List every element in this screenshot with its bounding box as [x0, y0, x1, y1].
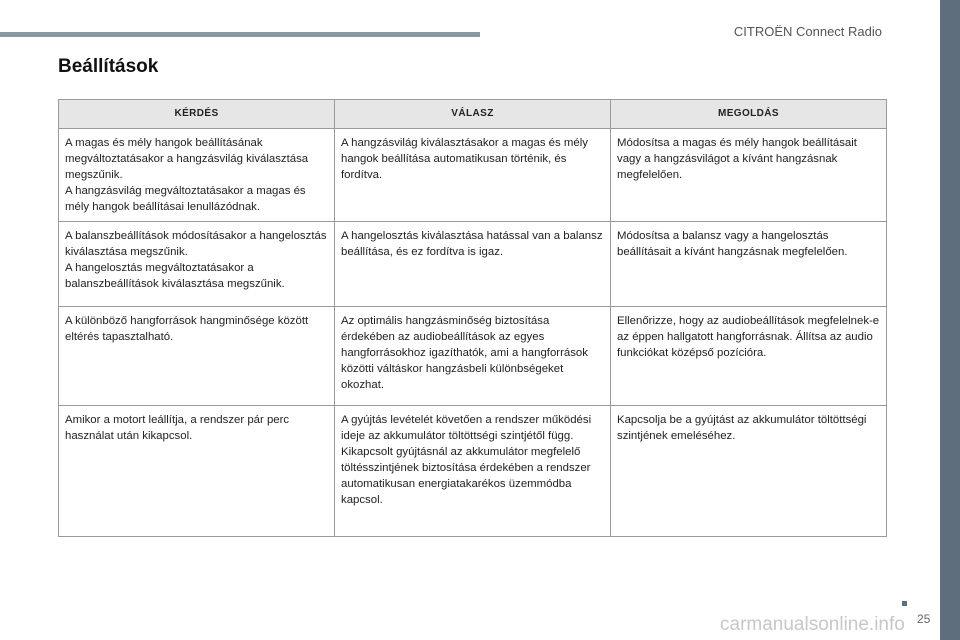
- cell-text: A gyújtás levételét követően a rendszer működési ideje az akkumulátor töltöttségi szintjétől függ.: [341, 414, 592, 442]
- cell-text: Az optimális hangzásminőség biztosítása érdekében az audiobeállítások az egyes hangforrásokhoz igazíthatók, ami a hangforrások közötti váltáskor hangzásbeli különbségeket okozhat.: [341, 315, 588, 391]
- cell-text: Módosítsa a balansz vagy a hangelosztás beállításait a kívánt hangzásnak megfelelően.: [617, 230, 848, 258]
- header-rule: [0, 32, 480, 37]
- answer-cell: [335, 222, 611, 307]
- brand-header: CITROËN Connect Radio: [733, 24, 882, 39]
- page-title: Beállítások: [58, 56, 159, 77]
- page-marker: [902, 601, 907, 606]
- table-row: [59, 406, 887, 537]
- cell-text: Kapcsolja be a gyújtást az akkumulátor töltöttségi szintjének emeléséhez.: [617, 414, 867, 442]
- watermark: carmanualsonline.info: [720, 614, 905, 635]
- cell-text: A balanszbeállítások módosításakor a hangelosztás kiválasztása megszűnik.: [65, 230, 327, 258]
- table-header-row: [59, 100, 887, 129]
- cell-text: Kikapcsolt gyújtásnál az akkumulátor megfelelő töltésszintjének biztosítása érdekében a rendszer automatikusan energiatakarékos üzemmódba kapcsol.: [341, 446, 591, 506]
- cell-text: A magas és mély hangok beállításának megváltoztatásakor a hangzásvilág kiválasztása megszűnik.: [65, 137, 309, 181]
- solution-cell: [611, 222, 887, 307]
- solution-cell: [611, 129, 887, 222]
- answer-cell: [335, 307, 611, 406]
- solution-cell: [611, 406, 887, 537]
- faq-table: [58, 99, 887, 537]
- table-row: [59, 129, 887, 222]
- column-header-solution: MEGOLDÁS: [611, 100, 887, 129]
- side-band: [940, 0, 960, 640]
- cell-text: Módosítsa a magas és mély hangok beállításait vagy a hangzásvilágot a kívánt hangzásnak megfelelően.: [617, 137, 857, 181]
- answer-cell: [335, 129, 611, 222]
- column-header-answer: VÁLASZ: [335, 100, 611, 129]
- cell-text: Amikor a motort leállítja, a rendszer pár perc használat után kikapcsol.: [65, 414, 290, 442]
- question-cell: [59, 129, 335, 222]
- question-cell: [59, 406, 335, 537]
- question-cell: [59, 222, 335, 307]
- answer-cell: [335, 406, 611, 537]
- page-number: 25: [917, 612, 931, 626]
- cell-text: A hangelosztás megváltoztatásakor a balanszbeállítások kiválasztása megszűnik.: [65, 262, 285, 290]
- cell-text: Ellenőrizze, hogy az audiobeállítások megfelelnek-e az éppen hallgatott hangforrásnak. Állítsa az audio funkciókat középső pozícióra.: [617, 315, 880, 359]
- cell-text: A hangelosztás kiválasztása hatással van a balansz beállítása, és ez fordítva is igaz.: [341, 230, 603, 258]
- cell-text: A hangzásvilág megváltoztatásakor a magas és mély hangok beállításai lenullázódnak.: [65, 185, 306, 213]
- cell-text: A hangzásvilág kiválasztásakor a magas és mély hangok beállítása automatikusan történik, és fordítva.: [341, 137, 588, 181]
- cell-text: A különböző hangforrások hangminősége között eltérés tapasztalható.: [65, 315, 309, 343]
- question-cell: [59, 307, 335, 406]
- table-row: [59, 222, 887, 307]
- column-header-question: KÉRDÉS: [59, 100, 335, 129]
- table-row: [59, 307, 887, 406]
- solution-cell: [611, 307, 887, 406]
